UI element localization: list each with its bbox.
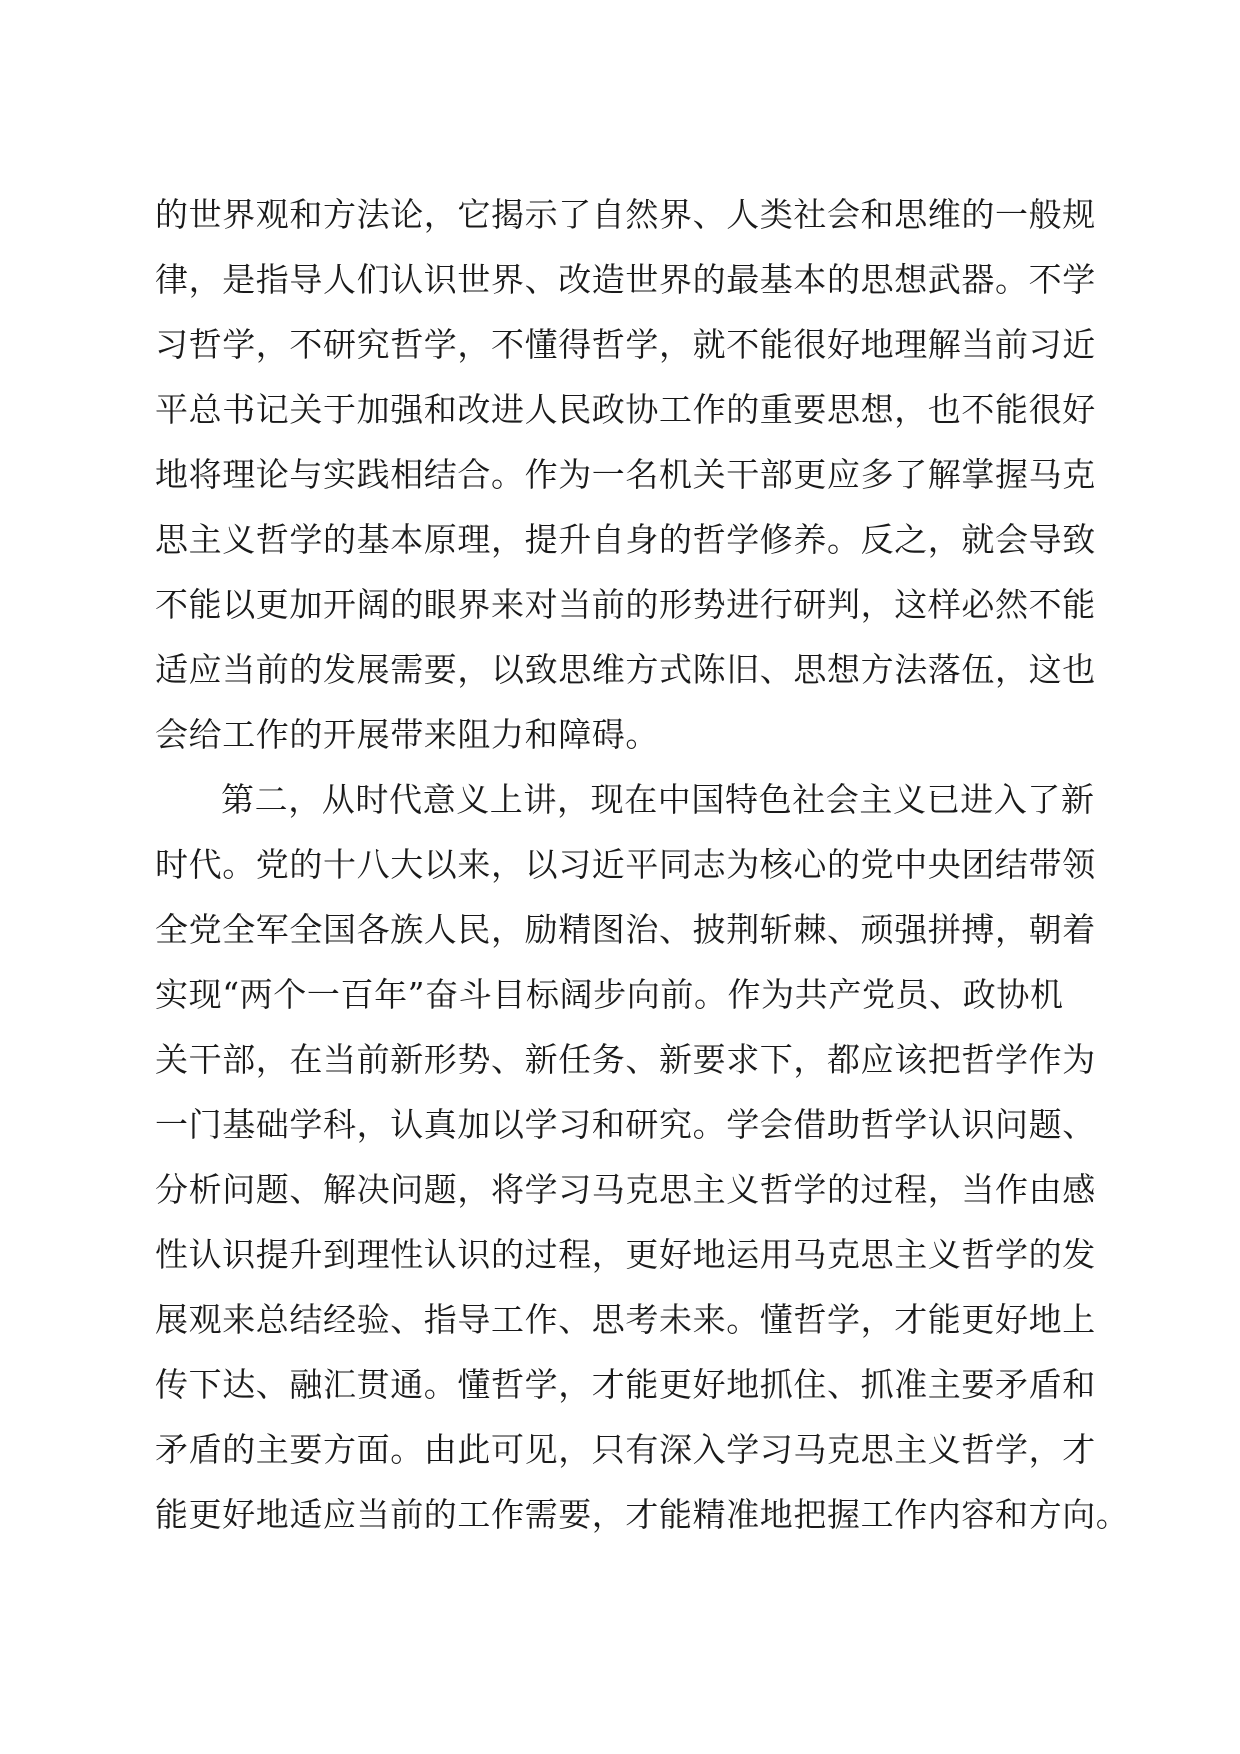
text-line: 关干部，在当前新形势、新任务、新要求下，都应该把哲学作为 [155, 1040, 1096, 1079]
text-line: 律，是指导人们认识世界、改造世界的最基本的思想武器。不学 [155, 260, 1096, 299]
text-line: 展观来总结经验、指导工作、思考未来。懂哲学，才能更好地上 [155, 1300, 1096, 1339]
text-line: 平总书记关于加强和改进人民政协工作的重要思想，也不能很好 [155, 390, 1096, 429]
text-line: 性认识提升到理性认识的过程，更好地运用马克思主义哲学的发 [155, 1235, 1096, 1274]
text-line: 矛盾的主要方面。由此可见，只有深入学习马克思主义哲学，才 [155, 1430, 1096, 1469]
text-line: 地将理论与实践相结合。作为一名机关干部更应多了解掌握马克 [155, 455, 1096, 494]
text-line: 适应当前的发展需要，以致思维方式陈旧、思想方法落伍，这也 [155, 650, 1096, 689]
text-line: 习哲学，不研究哲学，不懂得哲学，就不能很好地理解当前习近 [155, 325, 1096, 364]
text-line: 分析问题、解决问题，将学习马克思主义哲学的过程，当作由感 [155, 1170, 1096, 1209]
text-line: 思主义哲学的基本原理，提升自身的哲学修养。反之，就会导致 [155, 520, 1096, 559]
text-line: 能更好地适应当前的工作需要，才能精准地把握工作内容和方向。 [155, 1495, 1130, 1534]
text-line: 实现“两个一百年”奋斗目标阔步向前。作为共产党员、政协机 [155, 975, 1064, 1014]
text-line: 会给工作的开展带来阻力和障碍。 [155, 715, 659, 754]
text-line: 时代。党的十八大以来，以习近平同志为核心的党中央团结带领 [155, 845, 1096, 884]
text-line: 全党全军全国各族人民，励精图治、披荆斩棘、顽强拼搏，朝着 [155, 910, 1096, 949]
text-line: 不能以更加开阔的眼界来对当前的形势进行研判，这样必然不能 [155, 585, 1096, 624]
text-line: 传下达、融汇贯通。懂哲学，才能更好地抓住、抓准主要矛盾和 [155, 1365, 1096, 1404]
text-line: 的世界观和方法论，它揭示了自然界、人类社会和思维的一般规 [155, 195, 1096, 234]
paragraph-start-line: 第二，从时代意义上讲，现在中国特色社会主义已进入了新 [221, 780, 1095, 819]
text-line: 一门基础学科，认真加以学习和研究。学会借助哲学认识问题、 [155, 1105, 1096, 1144]
